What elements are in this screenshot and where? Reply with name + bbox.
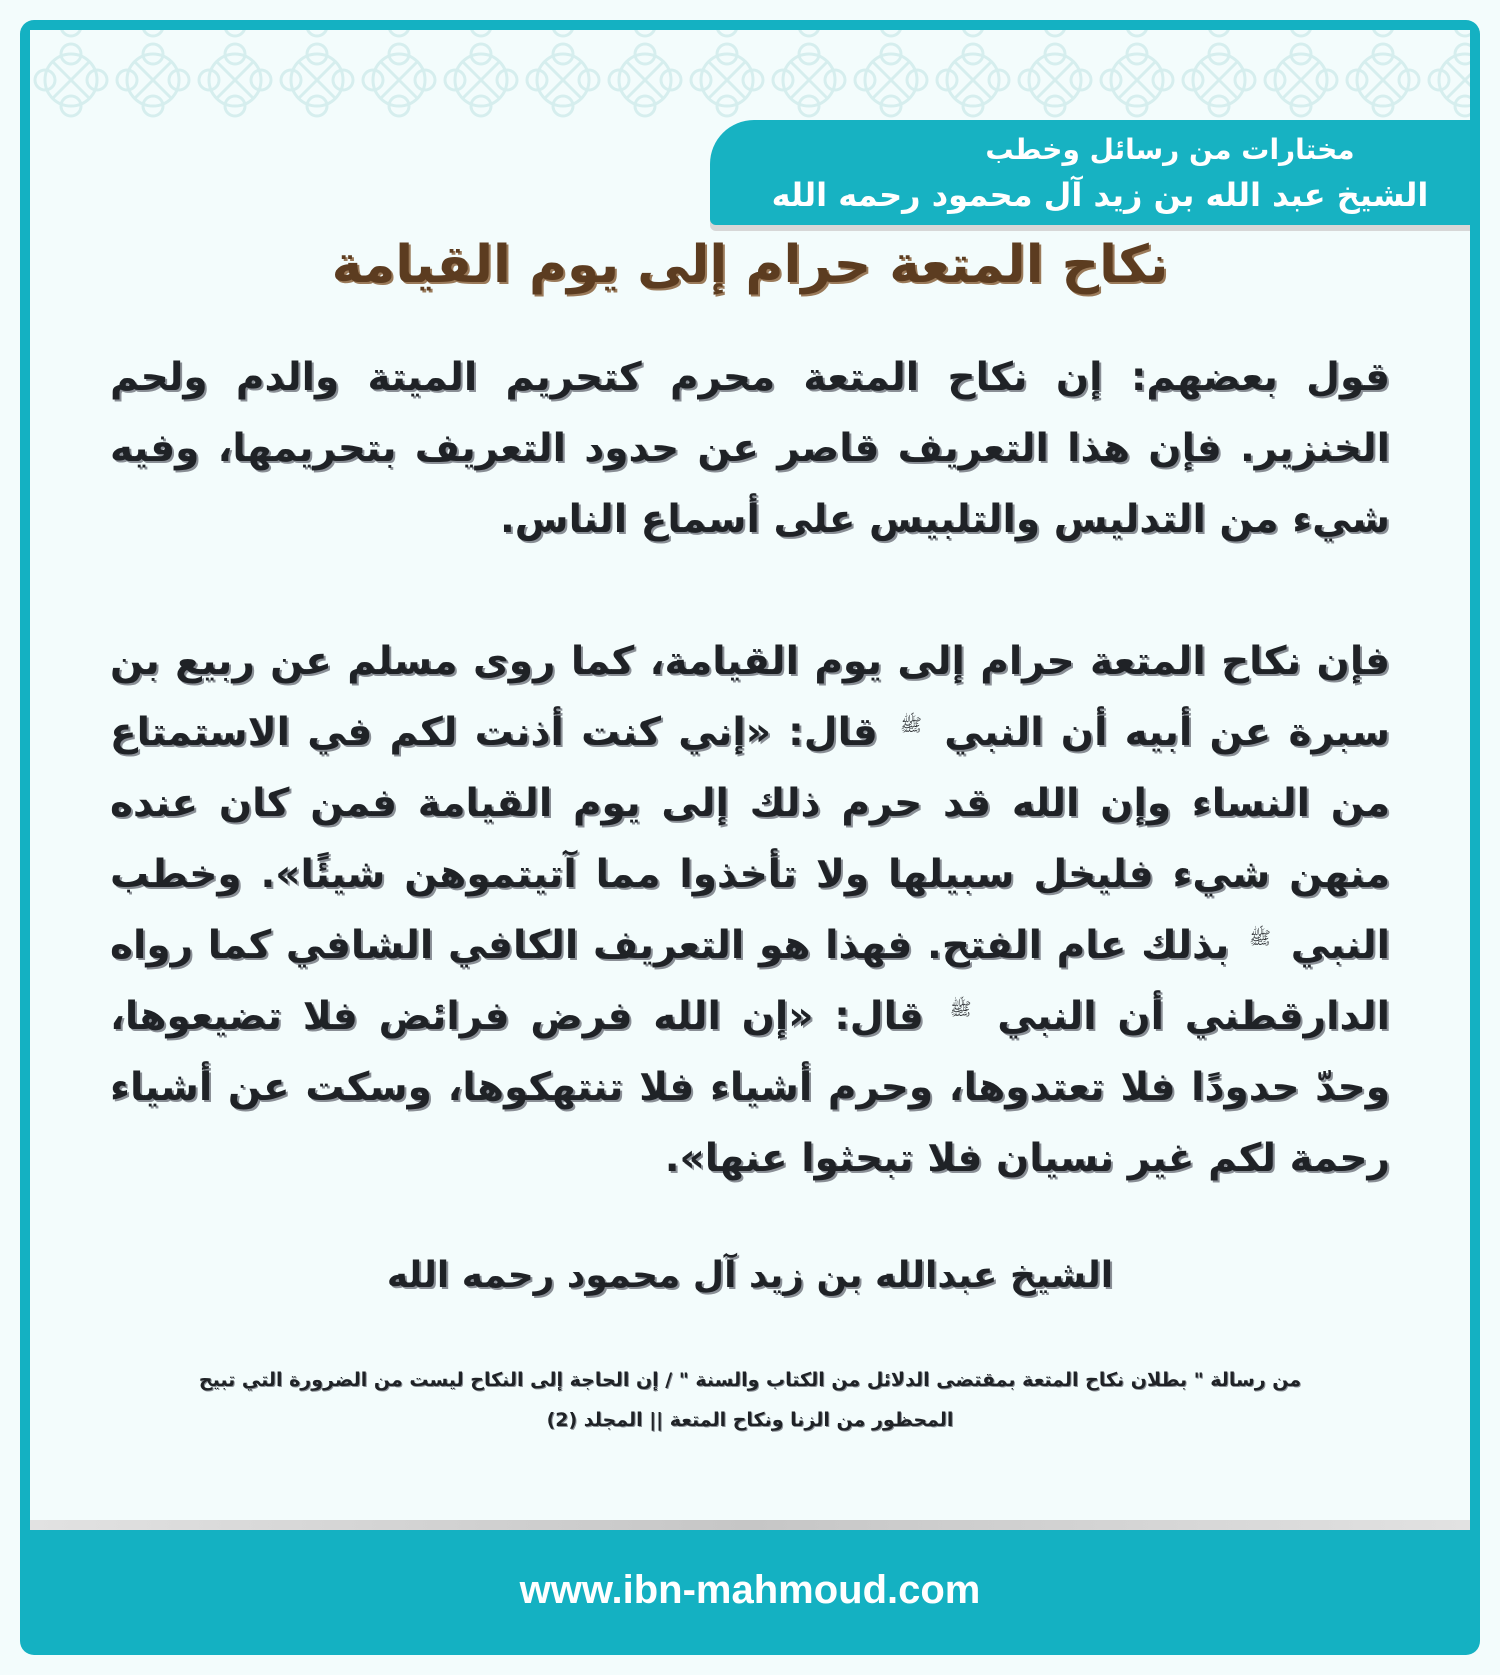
page-title: نكاح المتعة حرام إلى يوم القيامة — [331, 235, 1169, 295]
pbuh-icon: ﷺ — [1249, 927, 1271, 949]
series-header-banner — [710, 120, 1470, 225]
article-body — [110, 342, 1390, 1194]
website-link[interactable]: www.ibn-mahmoud.com — [519, 1568, 981, 1612]
paragraph-2-part-b: قال: «إني كنت أذنت لكم في الاستمتاع من النساء وإن الله قد حرم ذلك إلى يوم القيامة فمن كان عنده منهن شيء فليخل سبيلها ولا تأخذوا مما آتيتموهن شيئًا». وخطب النبي — [110, 710, 1391, 968]
islamic-pattern-decoration — [30, 30, 1470, 120]
paragraph-1: قول بعضهم: إن نكاح المتعة محرم كتحريم الميتة والدم ولحم الخنزير. فإن هذا التعريف قاصر عن حدود التعريف بتحريمها، وفيه شيء من التدليس والتلبيس على أسماع الناس. — [110, 355, 1390, 542]
source-citation — [110, 1360, 1390, 1440]
source-line-2: المحظور من الزنا ونكاح المتعة || المجلد (2) — [546, 1409, 954, 1431]
pbuh-icon: ﷺ — [949, 998, 972, 1020]
pbuh-icon: ﷺ — [900, 714, 922, 736]
paragraph-2 — [110, 626, 1390, 1194]
paragraph-2-part-d: قال: «إن الله فرض فرائض فلا تضيعوها، وحدّ حدودًا فلا تعتدوها، وحرم أشياء فلا تنتهكوها، وسكت عن أشياء رحمة لكم غير نسيان فلا تبحثوا عنها». — [110, 994, 1390, 1181]
content-card — [30, 30, 1470, 1530]
source-line-1: من رسالة " بطلان نكاح المتعة بمقتضى الدلائل من الكتاب والسنة " / إن الحاجة إلى النكاح ليست من الضرورة التي تبيح — [198, 1369, 1302, 1391]
author-signature: الشيخ عبدالله بن زيد آل محمود رحمه الله — [386, 1255, 1114, 1296]
series-title: مختارات من رسائل وخطب — [985, 132, 1355, 166]
series-author: الشيخ عبد الله بن زيد آل محمود رحمه الله — [771, 175, 1429, 214]
paragraph-2-part-a: فإن نكاح المتعة حرام إلى يوم القيامة، كما روى مسلم عن ربيع بن سبرة عن أبيه أن النبي — [110, 639, 1391, 755]
paragraph-2-part-c: بذلك عام الفتح. فهذا هو التعريف الكافي الشافي كما رواه الدارقطني أن النبي — [110, 923, 1390, 1039]
